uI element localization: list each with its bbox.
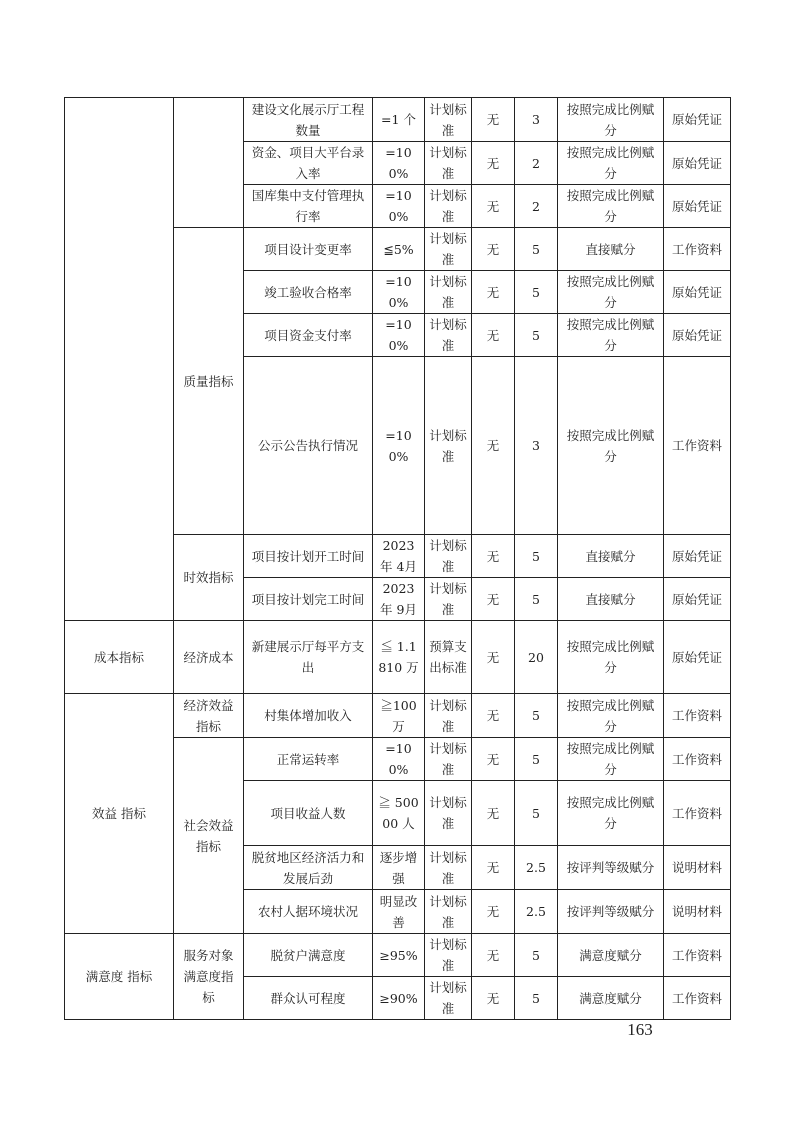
scoring-method-cell: 按评判等级赋分 xyxy=(558,890,664,934)
evidence-basis-cell: 工作资料 xyxy=(664,977,731,1020)
evidence-basis-cell: 工作资料 xyxy=(664,738,731,781)
target-value-cell: 2023 年 9月 xyxy=(373,578,425,621)
indicator-name-cell: 国库集中支付管理执行率 xyxy=(244,185,373,228)
target-value-cell: =100% xyxy=(373,314,425,357)
weight-cell: 无 xyxy=(472,738,515,781)
score-cell: 5 xyxy=(515,977,558,1020)
evidence-basis-cell: 原始凭证 xyxy=(664,271,731,314)
table-row xyxy=(65,98,731,142)
standard-cell: 计划标准 xyxy=(425,977,472,1020)
standard-cell: 计划标准 xyxy=(425,185,472,228)
evidence-basis-cell: 工作资料 xyxy=(664,694,731,738)
standard-cell: 计划标准 xyxy=(425,271,472,314)
weight-cell: 无 xyxy=(472,694,515,738)
standard-cell: 计划标准 xyxy=(425,142,472,185)
evidence-basis-cell: 说明材料 xyxy=(664,846,731,890)
indicator-name-cell: 建设文化展示厅工程数量 xyxy=(244,98,373,142)
score-cell: 2.5 xyxy=(515,890,558,934)
weight-cell: 无 xyxy=(472,228,515,271)
scoring-method-cell: 满意度赋分 xyxy=(558,934,664,977)
indicator-name-cell: 群众认可程度 xyxy=(244,977,373,1020)
standard-cell: 计划标准 xyxy=(425,934,472,977)
weight-cell: 无 xyxy=(472,934,515,977)
table-row xyxy=(65,934,731,977)
scoring-method-cell: 直接赋分 xyxy=(558,535,664,578)
scoring-method-cell: 直接赋分 xyxy=(558,228,664,271)
indicator-name-cell: 新建展示厅每平方支出 xyxy=(244,621,373,694)
table-row xyxy=(65,694,731,738)
weight-cell: 无 xyxy=(472,846,515,890)
scoring-method-cell: 按照完成比例赋分 xyxy=(558,357,664,535)
level2-indicator-cell: 时效指标 xyxy=(174,535,244,621)
score-cell: 3 xyxy=(515,357,558,535)
scoring-method-cell: 按照完成比例赋分 xyxy=(558,694,664,738)
indicator-name-cell: 村集体增加收入 xyxy=(244,694,373,738)
weight-cell: 无 xyxy=(472,890,515,934)
indicator-name-cell: 项目按计划完工时间 xyxy=(244,578,373,621)
target-value-cell: =100% xyxy=(373,357,425,535)
weight-cell: 无 xyxy=(472,578,515,621)
weight-cell: 无 xyxy=(472,185,515,228)
standard-cell: 计划标准 xyxy=(425,738,472,781)
evidence-basis-cell: 说明材料 xyxy=(664,890,731,934)
target-value-cell: ≥95% xyxy=(373,934,425,977)
score-cell: 2 xyxy=(515,142,558,185)
weight-cell: 无 xyxy=(472,271,515,314)
scoring-method-cell: 按照完成比例赋分 xyxy=(558,781,664,846)
scoring-method-cell: 满意度赋分 xyxy=(558,977,664,1020)
target-value-cell: =100% xyxy=(373,738,425,781)
evidence-basis-cell: 工作资料 xyxy=(664,934,731,977)
weight-cell: 无 xyxy=(472,98,515,142)
standard-cell: 计划标准 xyxy=(425,535,472,578)
scoring-method-cell: 按照完成比例赋分 xyxy=(558,621,664,694)
indicator-name-cell: 脱贫地区经济活力和发展后劲 xyxy=(244,846,373,890)
weight-cell: 无 xyxy=(472,314,515,357)
weight-cell: 无 xyxy=(472,781,515,846)
weight-cell: 无 xyxy=(472,977,515,1020)
level1-indicator-cell: 效益 指标 xyxy=(65,694,174,934)
evidence-basis-cell: 原始凭证 xyxy=(664,142,731,185)
level1-indicator-cell: 成本指标 xyxy=(65,621,174,694)
target-value-cell: ≧ 50000 人 xyxy=(373,781,425,846)
level1-indicator-cell xyxy=(65,98,174,621)
standard-cell: 计划标准 xyxy=(425,694,472,738)
evidence-basis-cell: 原始凭证 xyxy=(664,578,731,621)
indicator-name-cell: 脱贫户满意度 xyxy=(244,934,373,977)
standard-cell: 计划标准 xyxy=(425,890,472,934)
score-cell: 2 xyxy=(515,185,558,228)
target-value-cell: =1 个 xyxy=(373,98,425,142)
indicator-name-cell: 公示公告执行情况 xyxy=(244,357,373,535)
standard-cell: 计划标准 xyxy=(425,357,472,535)
level2-indicator-cell: 社会效益指标 xyxy=(174,738,244,934)
score-cell: 5 xyxy=(515,314,558,357)
target-value-cell: =100% xyxy=(373,185,425,228)
level2-indicator-cell: 质量指标 xyxy=(174,228,244,535)
standard-cell: 计划标准 xyxy=(425,781,472,846)
scoring-method-cell: 按照完成比例赋分 xyxy=(558,142,664,185)
scoring-method-cell: 按照完成比例赋分 xyxy=(558,185,664,228)
score-cell: 3 xyxy=(515,98,558,142)
standard-cell: 计划标准 xyxy=(425,228,472,271)
target-value-cell: ≥90% xyxy=(373,977,425,1020)
level1-indicator-cell: 满意度 指标 xyxy=(65,934,174,1020)
indicator-name-cell: 竣工验收合格率 xyxy=(244,271,373,314)
evidence-basis-cell: 原始凭证 xyxy=(664,535,731,578)
score-cell: 5 xyxy=(515,228,558,271)
indicator-name-cell: 资金、项目大平台录入率 xyxy=(244,142,373,185)
indicator-name-cell: 项目按计划开工时间 xyxy=(244,535,373,578)
score-cell: 5 xyxy=(515,934,558,977)
target-value-cell: 逐步增强 xyxy=(373,846,425,890)
evidence-basis-cell: 原始凭证 xyxy=(664,98,731,142)
target-value-cell: ≧100 万 xyxy=(373,694,425,738)
evidence-basis-cell: 原始凭证 xyxy=(664,185,731,228)
target-value-cell: ≦5% xyxy=(373,228,425,271)
weight-cell: 无 xyxy=(472,142,515,185)
level2-indicator-cell: 经济成本 xyxy=(174,621,244,694)
table-row xyxy=(65,621,731,694)
indicator-name-cell: 项目设计变更率 xyxy=(244,228,373,271)
scoring-method-cell: 按照完成比例赋分 xyxy=(558,314,664,357)
scoring-method-cell: 按照完成比例赋分 xyxy=(558,98,664,142)
standard-cell: 预算支出标准 xyxy=(425,621,472,694)
target-value-cell: 明显改善 xyxy=(373,890,425,934)
weight-cell: 无 xyxy=(472,357,515,535)
indicator-name-cell: 项目收益人数 xyxy=(244,781,373,846)
target-value-cell: =100% xyxy=(373,142,425,185)
target-value-cell: 2023 年 4月 xyxy=(373,535,425,578)
standard-cell: 计划标准 xyxy=(425,98,472,142)
level2-indicator-cell: 服务对象满意度指标 xyxy=(174,934,244,1020)
score-cell: 2.5 xyxy=(515,846,558,890)
standard-cell: 计划标准 xyxy=(425,578,472,621)
performance-indicator-table xyxy=(64,97,731,1020)
evidence-basis-cell: 工作资料 xyxy=(664,781,731,846)
score-cell: 5 xyxy=(515,781,558,846)
indicator-name-cell: 农村人据环境状况 xyxy=(244,890,373,934)
page-number: 163 xyxy=(627,1020,653,1039)
score-cell: 20 xyxy=(515,621,558,694)
evidence-basis-cell: 工作资料 xyxy=(664,357,731,535)
score-cell: 5 xyxy=(515,535,558,578)
indicator-name-cell: 正常运转率 xyxy=(244,738,373,781)
level2-indicator-cell: 经济效益指标 xyxy=(174,694,244,738)
target-value-cell: =100% xyxy=(373,271,425,314)
score-cell: 5 xyxy=(515,738,558,781)
indicator-name-cell: 项目资金支付率 xyxy=(244,314,373,357)
scoring-method-cell: 按评判等级赋分 xyxy=(558,846,664,890)
score-cell: 5 xyxy=(515,271,558,314)
standard-cell: 计划标准 xyxy=(425,846,472,890)
evidence-basis-cell: 原始凭证 xyxy=(664,314,731,357)
standard-cell: 计划标准 xyxy=(425,314,472,357)
weight-cell: 无 xyxy=(472,535,515,578)
level2-indicator-cell xyxy=(174,98,244,228)
scoring-method-cell: 按照完成比例赋分 xyxy=(558,738,664,781)
weight-cell: 无 xyxy=(472,621,515,694)
target-value-cell: ≦ 1.1810 万 xyxy=(373,621,425,694)
evidence-basis-cell: 工作资料 xyxy=(664,228,731,271)
scoring-method-cell: 直接赋分 xyxy=(558,578,664,621)
score-cell: 5 xyxy=(515,694,558,738)
evidence-basis-cell: 原始凭证 xyxy=(664,621,731,694)
score-cell: 5 xyxy=(515,578,558,621)
scoring-method-cell: 按照完成比例赋分 xyxy=(558,271,664,314)
